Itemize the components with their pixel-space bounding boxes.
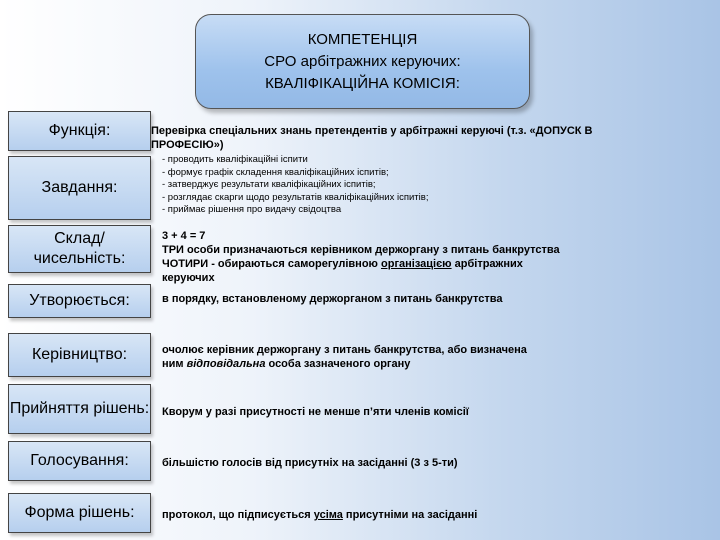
content-function: Перевірка спеціальних знань претендентів у арбітражні керуючі (т.з. «ДОПУСК В ПРОФЕСІЮ») — [151, 125, 593, 151]
content-voting: більшістю голосів від присутніх на засіданні (3 з 5-ти) — [162, 457, 458, 469]
title-line-3: КВАЛІФІКАЦІЙНА КОМІСІЯ: — [265, 74, 460, 92]
task-item: - формує графік складення кваліфікаційних іспитів; — [162, 166, 389, 178]
task-item: - затверджує результати кваліфікаційних іспитів; — [162, 179, 376, 190]
label-voting: Голосування: — [8, 441, 151, 481]
composition-line-4: керуючих — [162, 272, 215, 284]
content-formed: в порядку, встановленому держорганом з питань банкрутства — [162, 293, 503, 305]
title-line-1: КОМПЕТЕНЦІЯ — [307, 30, 418, 48]
label-composition: Склад/ чисельність: — [8, 225, 151, 273]
composition-line-3: ЧОТИРИ - обираються саморегулівною організацією арбітражних — [162, 258, 523, 270]
content-tasks — [162, 154, 602, 217]
label-formed: Утворюється: — [8, 284, 151, 318]
task-item: - проводить кваліфікаційні іспити — [162, 154, 308, 165]
content-composition — [162, 229, 612, 285]
label-decisions: Прийняття рішень: — [8, 384, 151, 434]
task-item: - розглядає скарги щодо результатів кваліфікаційних іспитів; — [162, 191, 429, 203]
content-decisions: Кворум у разі присутності не менше п’яти членів комісії — [162, 406, 469, 418]
content-leadership: очолює керівник держоргану з питань банкрутства, або визначена ним відповідальна особа зазначеного органу — [162, 344, 527, 370]
composition-line-2: ТРИ особи призначаються керівником держоргану з питань банкрутства — [162, 244, 560, 256]
task-item: - приймає рішення про видачу свідоцтва — [162, 204, 342, 215]
label-function: Функція: — [8, 111, 151, 151]
content-form: протокол, що підписується усіма присутніми на засіданні — [162, 509, 478, 521]
title-line-2: СРО арбітражних керуючих: — [264, 52, 461, 70]
composition-formula: 3 + 4 = 7 — [162, 230, 206, 242]
label-leadership: Керівництво: — [8, 333, 151, 377]
title-box — [195, 14, 530, 109]
label-tasks: Завдання: — [8, 156, 151, 220]
label-form: Форма рішень: — [8, 493, 151, 533]
